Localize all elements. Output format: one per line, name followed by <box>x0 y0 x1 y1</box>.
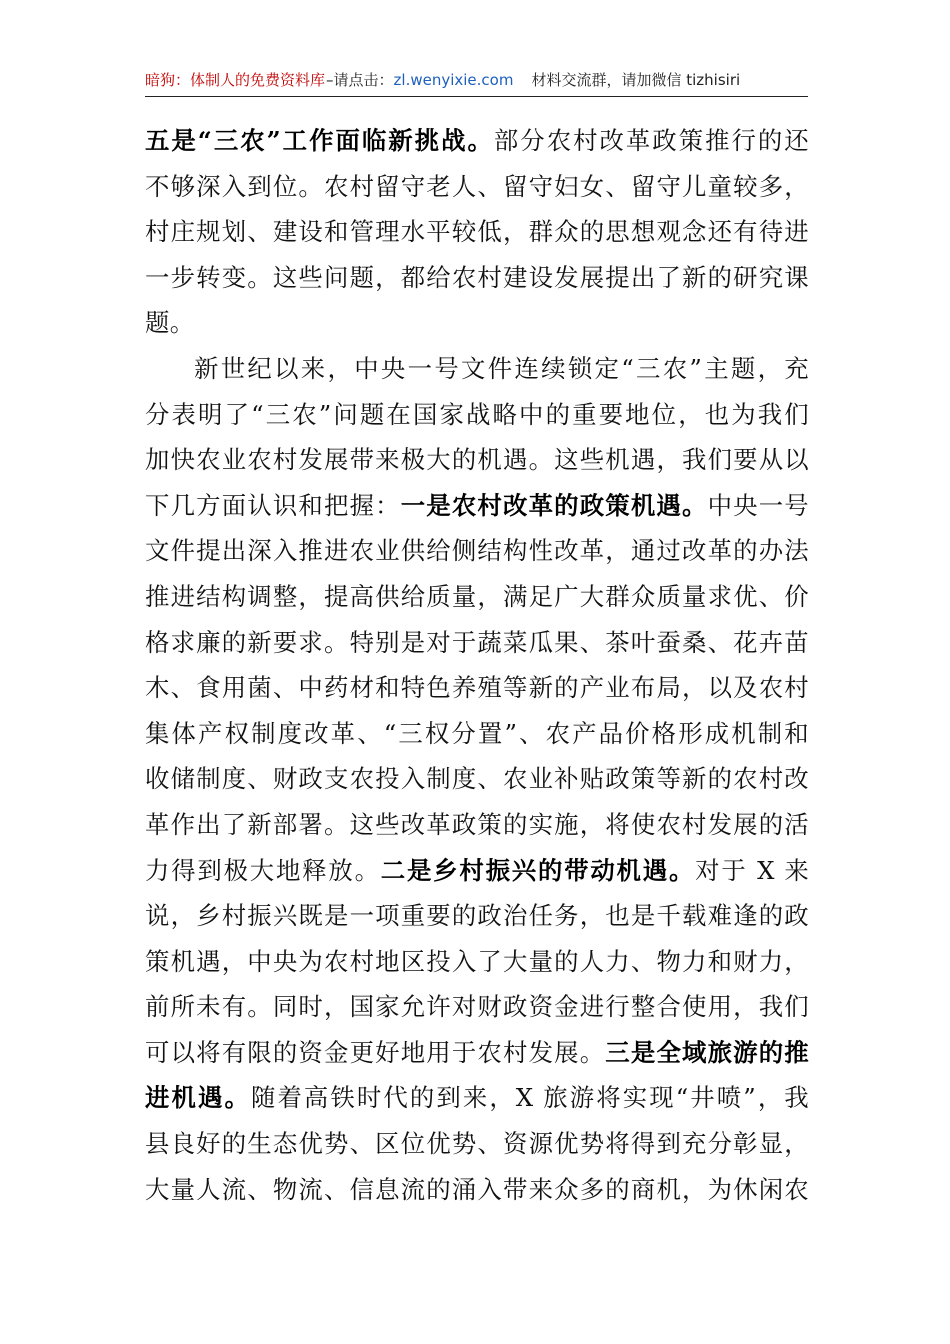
text-line: 推进结构调整，提高供给质量，满足广大群众质量求优、价 <box>145 581 809 611</box>
header-brand: 暗狗：体制人的免费资料库 <box>145 71 326 89</box>
text-line: 大量人流、物流、信息流的涌入带来众多的商机，为休闲农 <box>145 1174 809 1204</box>
text-line: 一步转变。这些问题，都给农村建设发展提出了新的研究课 <box>145 262 809 292</box>
text-line: 木、食用菌、中药材和特色养殖等新的产业布局，以及农村 <box>145 673 809 703</box>
text-line: 不够深入到位。农村留守老人、留守妇女、留守儿童较多， <box>145 171 809 201</box>
bold-heading: 进机遇。 <box>145 1083 251 1113</box>
document-body <box>145 118 809 1212</box>
text-line: 前所未有。同时，国家允许对财政资金进行整合使用，我们 <box>145 992 809 1022</box>
text-line: 可以将有限的资金更好地用于农村发展。三是全域旅游的推 <box>145 1037 809 1067</box>
text-line: 村庄规划、建设和管理水平较低，群众的思想观念还有待进 <box>145 217 809 247</box>
text-line: 说，乡村振兴既是一项重要的政治任务，也是千载难逢的政 <box>145 901 809 931</box>
text-line: 五是“三农”工作面临新挑战。部分农村改革政策推行的还 <box>145 126 809 155</box>
text-line: 集体产权制度改革、“三权分置”、农产品价格形成机制和 <box>145 718 809 748</box>
text-line: 文件提出深入推进农业供给侧结构性改革，通过改革的办法 <box>145 536 809 566</box>
header-link[interactable]: zl.wenyixie.com <box>393 71 514 89</box>
text-line: 题。 <box>145 308 195 338</box>
text-line: 策机遇，中央为农村地区投入了大量的人力、物力和财力， <box>145 946 809 976</box>
text-line: 革作出了新部署。这些改革政策的实施，将使农村发展的活 <box>145 809 809 839</box>
text-line: 县良好的生态优势、区位优势、资源优势将得到充分彰显， <box>145 1129 809 1159</box>
page-header <box>145 66 808 97</box>
text-line: 进机遇。随着高铁时代的到来，X 旅游将实现“井喷”，我 <box>145 1083 810 1113</box>
text-line: 分表明了“三农”问题在国家战略中的重要地位，也为我们 <box>145 399 809 429</box>
text-line: 力得到极大地释放。二是乡村振兴的带动机遇。对于 X 来 <box>145 855 810 885</box>
text-line: 加快农业农村发展带来极大的机遇。这些机遇，我们要从以 <box>145 445 809 475</box>
header-prompt: –请点击： <box>326 71 394 89</box>
header-wechat-note: 材料交流群，请加微信 tizhisiri <box>531 71 741 89</box>
text-line: 新世纪以来，中央一号文件连续锁定“三农”主题，充 <box>194 353 809 383</box>
bold-heading: 一是农村改革的政策机遇。 <box>400 490 708 520</box>
text-line: 下几方面认识和把握：一是农村改革的政策机遇。中央一号 <box>145 490 809 520</box>
text-line: 收储制度、财政支农投入制度、农业补贴政策等新的农村改 <box>145 764 809 794</box>
bold-heading: 三是全域旅游的推 <box>605 1037 809 1067</box>
text-line: 格求廉的新要求。特别是对于蔬菜瓜果、茶叶蚕桑、花卉苗 <box>145 627 809 657</box>
bold-heading: 五是“三农”工作面临新挑战。 <box>145 126 494 155</box>
bold-heading: 二是乡村振兴的带动机遇。 <box>380 855 696 885</box>
